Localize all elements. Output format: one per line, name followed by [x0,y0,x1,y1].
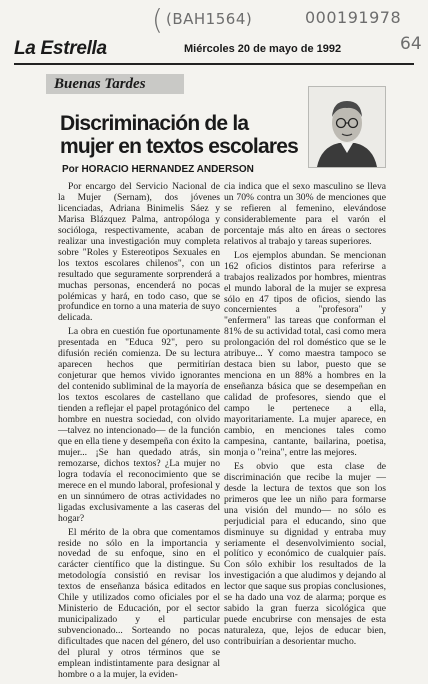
annotation-left-code: (BAH1564) [166,10,253,28]
headline-line-1: Discriminación de la [60,112,249,135]
masthead-rule [14,63,414,65]
newspaper-masthead [14,38,414,62]
annotation-paren-open: ( [152,3,163,36]
annotation-page-number: 64 [400,34,422,54]
body-paragraph: cia indica que el sexo masculino se lleva un 70% contra un 30% de menciones que se refieren al femenino, elevándose considerablemente para el varón el porcentaje más alto en áreas o sectores relativos al trabajo y tareas superiores. [224,181,386,247]
headline-line-2: mujer en textos escolares [60,135,298,158]
body-paragraph: La obra en cuestión fue oportunamente presentada en "Educa 92", pero su difusión recién comienza. De su lectura aparecen hechos que permitirían conjeturar que hemos vivido ignorantes del contenido subliminal de la mayoría de los textos escolares de castellano que tienden a reflejar el papel protagónico del hombre en nuestra sociedad, con olvido —talvez no intencionado— de la función que en ella tiene y desempeña con éxito la mujer... ¡Se han quedado atrás, sin remozarse, dichos textos? ¿La mujer no logra todavía el reconocimiento que se merece en el mundo laboral, profesional y en un sinnúmero de otras actividades no ligadas exclusivamente a las caseras del hogar? [58,326,220,524]
author-name: HORACIO HERNANDEZ ANDERSON [81,164,254,175]
body-paragraph: Los ejemplos abundan. Se mencionan 162 oficios distintos para referirse a trabajos realizados por hombres, mientras el mundo laboral de la mujer se expresa sólo en 47 tipos de oficios, siendo las concernientes a "profesora" y "enfermera" las tareas que conforman el 81% de su actividad total, casi como mera prolongación del rol doméstico que se le atribuye... Y como maestra tampoco se destaca bien su labor, puesto que se menciona en un 88% a hombres en la enseñanza básica que se desempeñan en calidad de profesores, siendo que el campo le pertenece a ella, mayoritariamente. La mujer aparece, en cambio, en menciones tales como campesina, cantante, bailarina, poetisa, monja o "reina", entre las mejores. [224,249,386,458]
section-label: Buenas Tardes [46,74,184,94]
body-paragraph: El mérito de la obra que comentamos reside no sólo en la importancia y novedad de su enfoque, sino en el carácter científico que la distingue. Su metodología consistió en revisar los textos de enseñanza básica editados en Chile y utilizados como oficiales por el Ministerio de Educación, por el sector municipalizado y el particular subvencionado... Sorteando no pocas dificultades que nacen del género, del uso del plural y otros términos que se emplean indistintamente para designar al hombre o a la mujer, la eviden- [58,526,220,680]
author-portrait-drawing [309,87,385,167]
newspaper-name: La Estrella [14,38,107,59]
body-paragraph: Por encargo del Servicio Nacional de la Mujer (Sernam), dos jóvenes licenciadas, Adriana Binimelis Sáez y Marisa Blázquez Palma, antropóloga y socióloga, respectivamente, acaban de realizar una investigación muy completa sobre "Roles y Estereotipos Sexuales en los textos escolares chilenos", con un resultado que seguramente sorprenderá a muchas personas, encenderá no pocas polémicas y hará, en todo caso, que se profundice en torno a una materia de suyo delicada. [58,181,220,324]
author-portrait [308,86,386,168]
article-column-2 [224,182,386,651]
annotation-right-code: 000191978 [305,8,402,27]
publication-date: Miércoles 20 de mayo de 1992 [184,43,342,55]
article-headline [60,112,300,158]
byline-prefix: Por [62,164,79,175]
article-column-1 [58,182,220,684]
body-paragraph: Es obvio que esta clase de discriminación que recibe la mujer —desde la lectura de textos que son los primeros que lee un niño para formarse una visión del mundo— no sólo es perjudicial para el educando, sino que disminuye su dignidad y entraba muy seriamente el desenvolvimiento social, político y económico de cualquier país. Con sólo exhibir los resultados de la investigación a que aludimos y dejando al lector que saque sus propias conclusiones, se ha dado una voz de alarma; porque es sabido la gran fuerza sicológica que puede encubrirse con mensajes de esta naturaleza, que, lejos de educar bien, contribuirían a desorientar mucho. [224,460,386,648]
byline [62,164,254,175]
